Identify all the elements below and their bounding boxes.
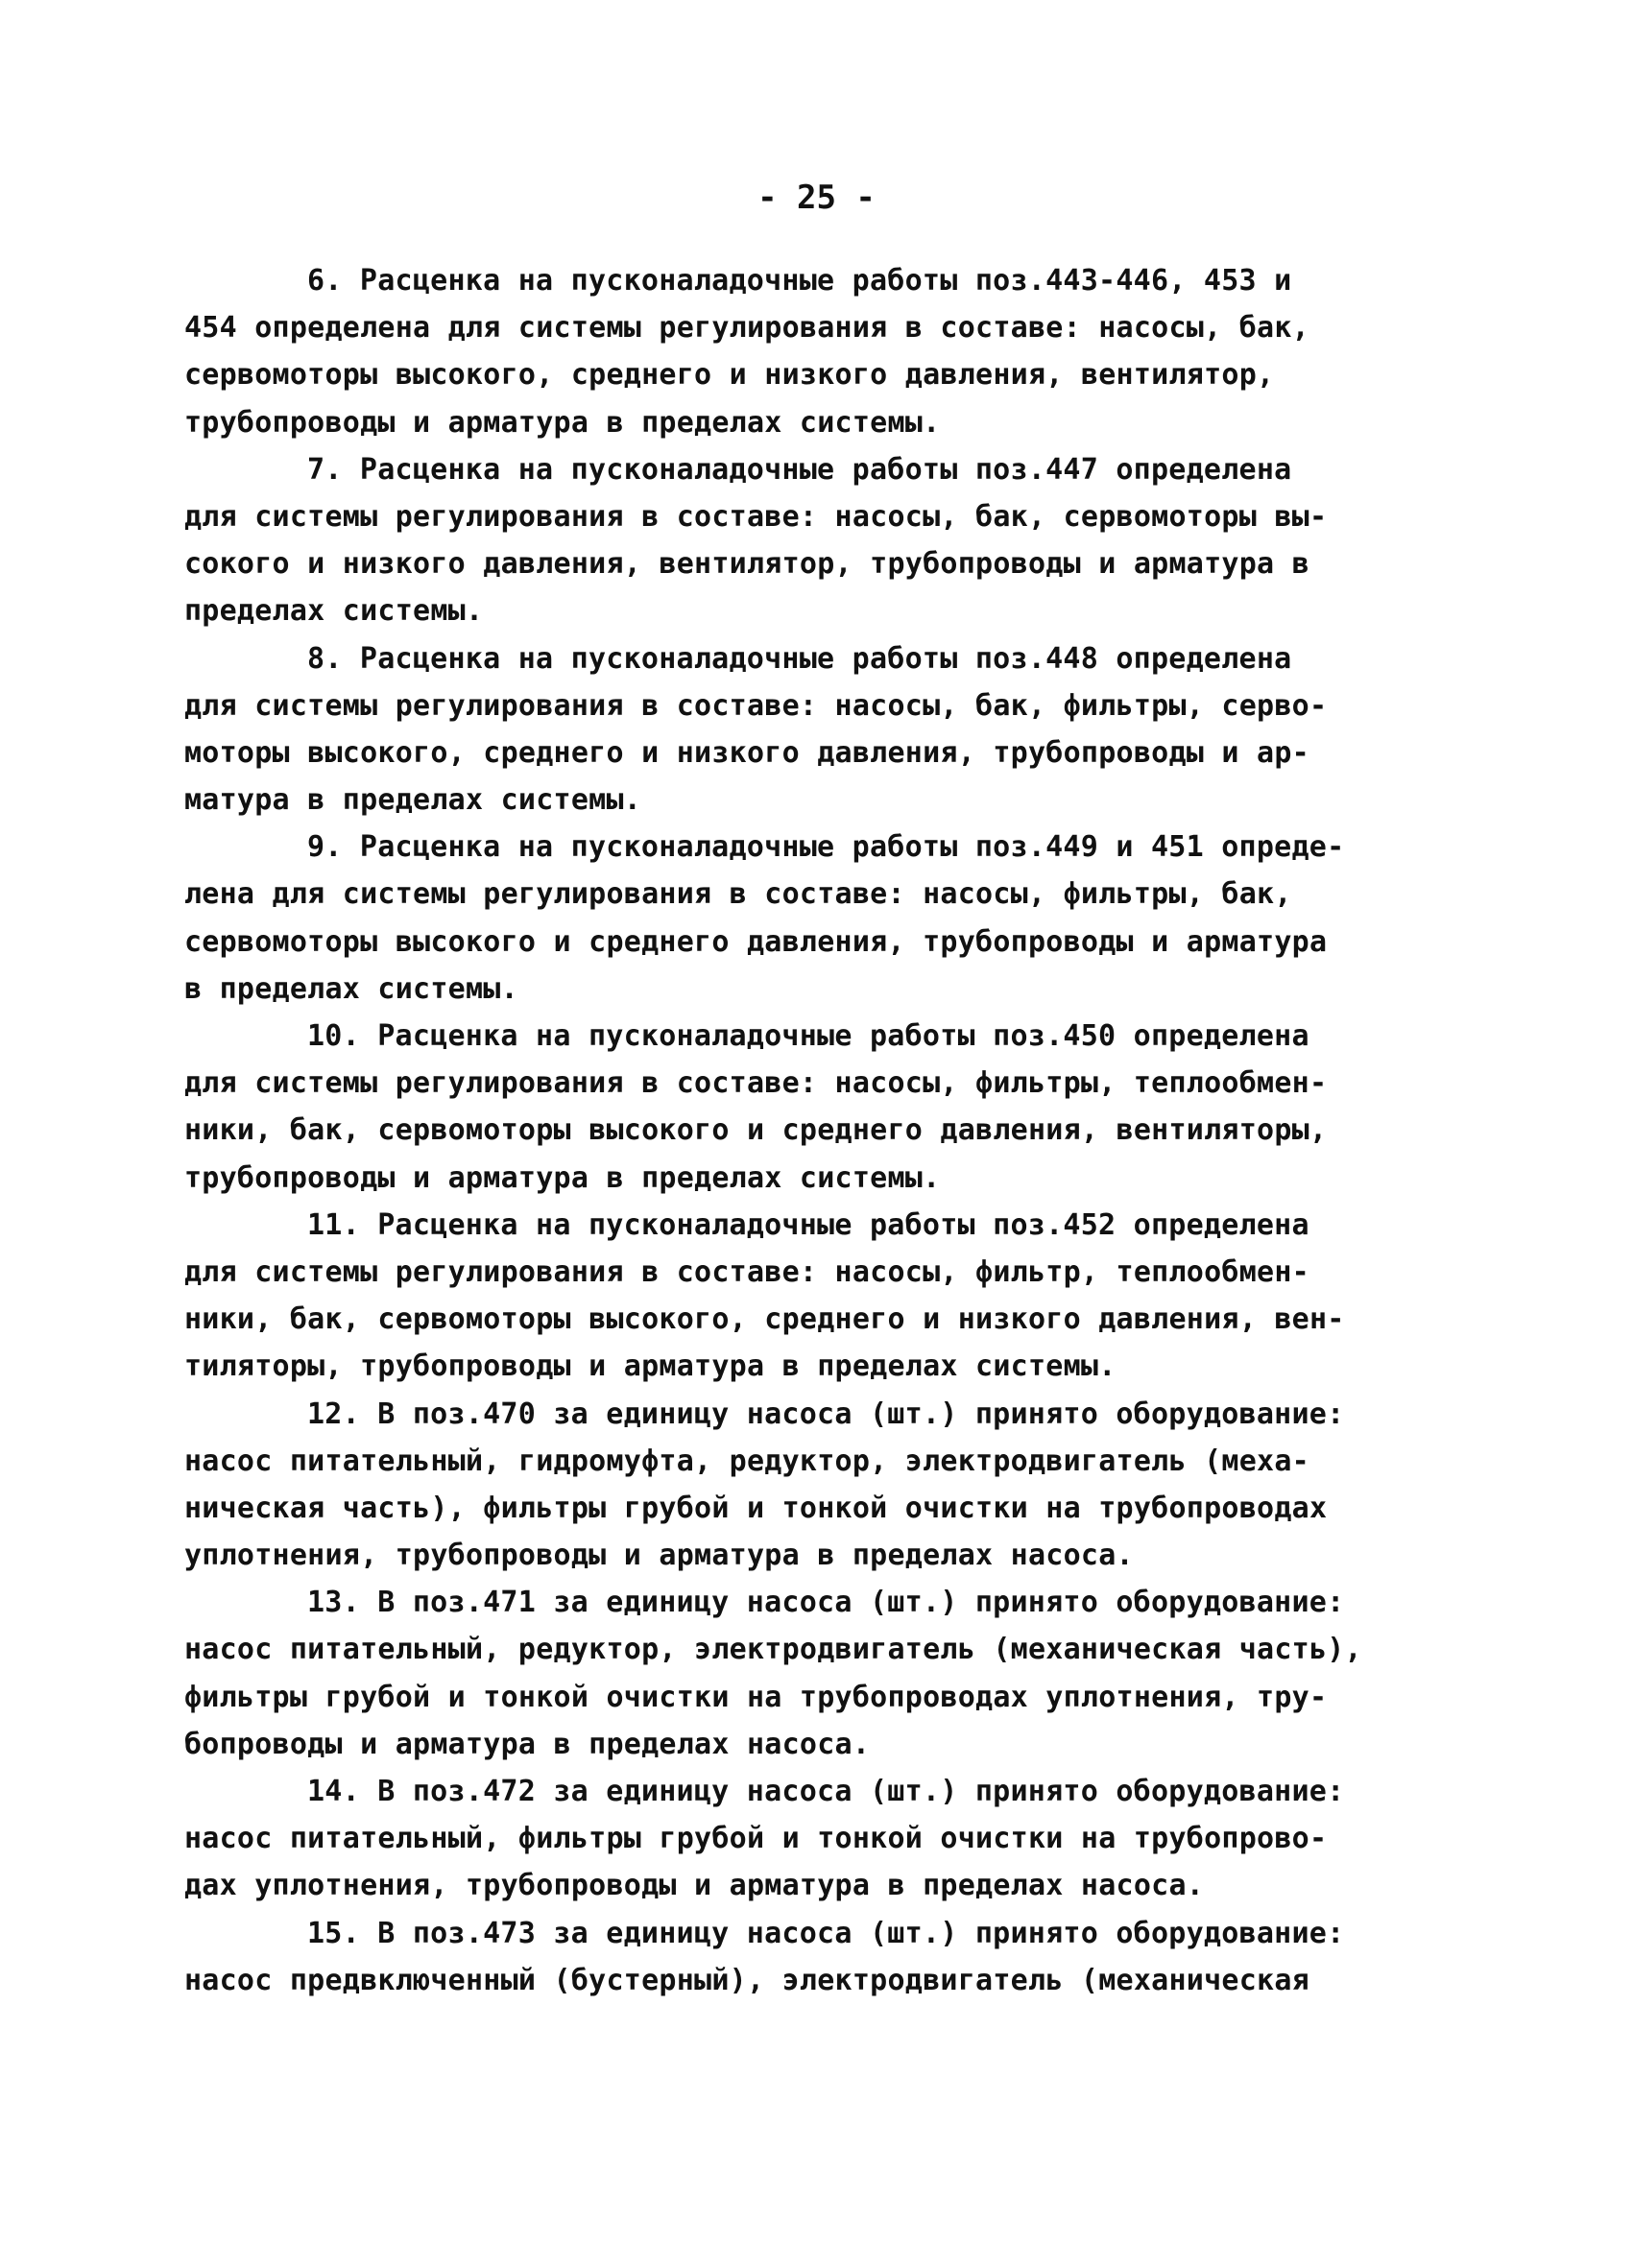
text-line: фильтры грубой и тонкой очистки на трубопроводах уплотнения, тру- bbox=[184, 1680, 1328, 1714]
text-line: для системы регулирования в составе: насосы, фильтр, теплообмен- bbox=[184, 1254, 1309, 1289]
text-line: уплотнения, трубопроводы и арматура в пределах насоса. bbox=[184, 1539, 1134, 1573]
paragraph-first-line: 6. Расценка на пусконаладочные работы поз.443-446, 453 и bbox=[307, 264, 1292, 298]
text-line: моторы высокого, среднего и низкого давления, трубопроводы и ар- bbox=[184, 735, 1309, 770]
text-line: насос питательный, редуктор, электродвигатель (механическая часть), bbox=[184, 1633, 1362, 1667]
text-line: пределах системы. bbox=[184, 594, 484, 629]
text-line: дах уплотнения, трубопроводы и арматура в пределах насоса. bbox=[184, 1869, 1205, 1903]
paragraph-first-line: 10. Расценка на пусконаладочные работы поз.450 определена bbox=[307, 1019, 1309, 1053]
page-number: - 25 - bbox=[757, 179, 876, 217]
text-line: 454 определена для системы регулирования в составе: насосы, бак, bbox=[184, 311, 1309, 346]
text-line: лена для системы регулирования в составе: насосы, фильтры, бак, bbox=[184, 877, 1292, 912]
text-line: матура в пределах системы. bbox=[184, 783, 642, 818]
text-line: насос предвключенный (бустерный), электродвигатель (механическая bbox=[184, 1963, 1309, 1997]
text-line: трубопроводы и арматура в пределах системы. bbox=[184, 1160, 941, 1195]
text-line: насос питательный, фильтры грубой и тонкой очистки на трубопрово- bbox=[184, 1822, 1328, 1856]
paragraph-first-line: 9. Расценка на пусконаладочные работы поз.449 и 451 опреде- bbox=[307, 830, 1345, 865]
text-line: сервомоторы высокого, среднего и низкого давления, вентилятор, bbox=[184, 358, 1275, 393]
text-line: в пределах системы. bbox=[184, 971, 518, 1006]
paragraph-first-line: 15. В поз.473 за единицу насоса (шт.) принято оборудование: bbox=[307, 1916, 1345, 1950]
text-line: тиляторы, трубопроводы и арматура в пределах системы. bbox=[184, 1349, 1117, 1384]
text-line: для системы регулирования в составе: насосы, бак, фильтры, серво- bbox=[184, 688, 1328, 723]
text-line: насос питательный, гидромуфта, редуктор, электродвигатель (меха- bbox=[184, 1444, 1309, 1478]
text-line: сервомоторы высокого и среднего давления, трубопроводы и арматура bbox=[184, 924, 1328, 959]
text-line: ническая часть), фильтры грубой и тонкой очистки на трубопроводах bbox=[184, 1491, 1328, 1525]
paragraph-first-line: 12. В поз.470 за единицу насоса (шт.) принято оборудование: bbox=[307, 1397, 1345, 1431]
paragraph-first-line: 7. Расценка на пусконаладочные работы поз.447 определена bbox=[307, 452, 1292, 487]
paragraph-first-line: 11. Расценка на пусконаладочные работы поз.452 определена bbox=[307, 1207, 1309, 1242]
paragraph-first-line: 13. В поз.471 за единицу насоса (шт.) принято оборудование: bbox=[307, 1586, 1345, 1620]
text-line: для системы регулирования в составе: насосы, фильтры, теплообмен- bbox=[184, 1066, 1328, 1101]
text-line: ники, бак, сервомоторы высокого, среднего и низкого давления, вен- bbox=[184, 1302, 1345, 1337]
text-line: трубопроводы и арматура в пределах системы. bbox=[184, 405, 941, 440]
body-text bbox=[184, 257, 1514, 2004]
text-line: бопроводы и арматура в пределах насоса. bbox=[184, 1727, 871, 1761]
text-line: ники, бак, сервомоторы высокого и среднего давления, вентиляторы, bbox=[184, 1113, 1328, 1148]
paragraph-first-line: 8. Расценка на пусконаладочные работы поз.448 определена bbox=[307, 641, 1292, 676]
paragraph-first-line: 14. В поз.472 за единицу насоса (шт.) принято оборудование: bbox=[307, 1775, 1345, 1808]
text-line: сокого и низкого давления, вентилятор, трубопроводы и арматура в bbox=[184, 547, 1309, 582]
text-line: для системы регулирования в составе: насосы, бак, сервомоторы вы- bbox=[184, 499, 1328, 534]
